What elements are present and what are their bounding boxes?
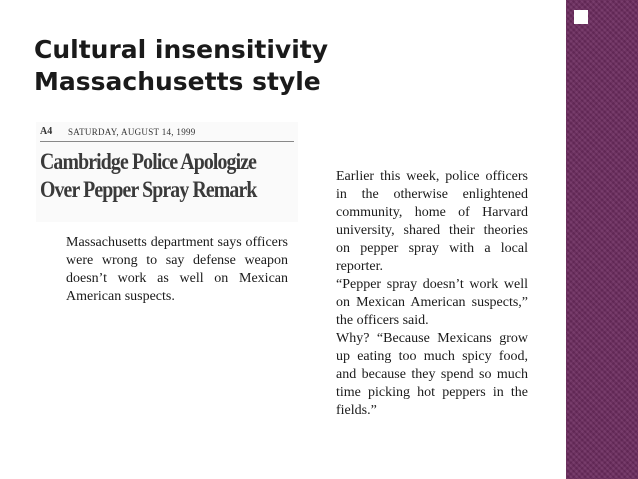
clipping-rule xyxy=(40,141,294,142)
clipping-subhead: Massachusetts department says officers were wrong to say defense weapon doesn’t work as well on Mexican American suspects. xyxy=(66,235,288,304)
body-paragraph-3: Why? “Because Mexicans grow up eating too much spicy food, and because they spend so much time picking hot peppers in the fields.” xyxy=(336,331,528,418)
slide-title xyxy=(34,34,534,98)
body-text xyxy=(336,168,528,420)
headline-line-2: Over Pepper Spray Remark xyxy=(40,177,257,202)
clipping-page-number: A4 xyxy=(40,126,53,137)
clipping-headline xyxy=(40,148,265,204)
title-line-2: Massachusetts style xyxy=(34,67,321,96)
newspaper-clipping xyxy=(36,122,298,222)
title-line-1: Cultural insensitivity xyxy=(34,35,329,64)
decorative-square-icon xyxy=(574,10,588,24)
body-paragraph-1: Earlier this week, police officers in the otherwise enlightened community, home of Harvard university, shared their theories on pepper spray with a local reporter. xyxy=(336,169,528,274)
decorative-side-bar xyxy=(566,0,638,479)
headline-line-1: Cambridge Police Apologize xyxy=(40,149,257,174)
body-paragraph-2: “Pepper spray doesn’t work well on Mexican American suspects,” the officers said. xyxy=(336,277,528,328)
clipping-date: SATURDAY, AUGUST 14, 1999 xyxy=(68,127,196,137)
clipping-header xyxy=(40,126,294,140)
